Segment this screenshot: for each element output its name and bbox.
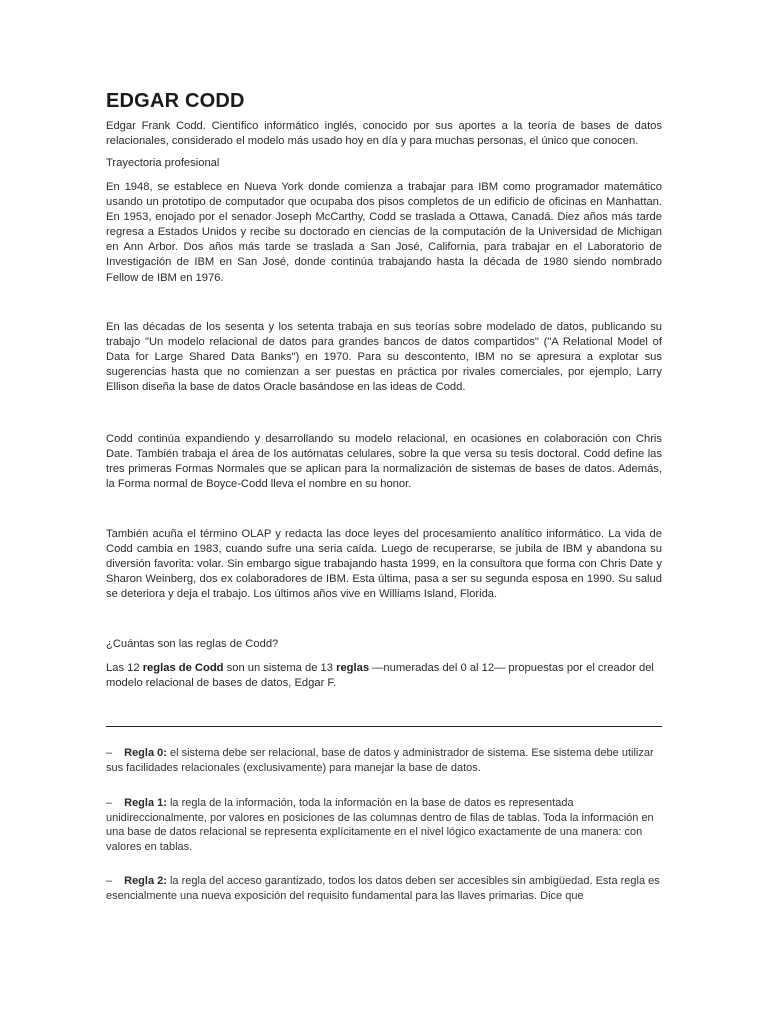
question-heading: ¿Cuántas son las reglas de Codd?: [106, 638, 279, 650]
intro-paragraph: Edgar Frank Codd. Científico informático inglés, conocido por sus aportes a la teoría de bases de datos relacionales, considerado el modelo más usado hoy en día y para muchas personas, el único que conocen.: [106, 120, 662, 148]
answer-mid: son un sistema de 13: [223, 662, 337, 674]
rule-item-0: [106, 746, 662, 775]
page-title: EDGAR CODD: [106, 90, 245, 112]
career-paragraph-2: En las décadas de los sesenta y los setenta trabaja en sus teorías sobre modelado de datos, publicando su trabajo "Un modelo relacional de datos para grandes bancos de datos compartidos" ("A Relational Model of Data for Large Shared Data Banks") en 1970. Para su descontento, IBM no se apresura a explotar sus sugerencias hasta que no comienzan a ser puestas en práctica por rivales comerciales, por ejemplo, Larry Ellison diseña la base de datos Oracle basándose en las ideas de Codd.: [106, 321, 662, 394]
rule-dash: –: [106, 747, 113, 759]
career-paragraph-4: También acuña el término OLAP y redacta las doce leyes del procesamiento analítico informático. La vida de Codd cambia en 1983, cuando sufre una seria caída. Luego de recuperarse, se jubila de IBM y abandona su diversión favorita: volar. Sin embargo sigue trabajando hasta 1999, en la consultora que forma con Chris Date y Sharon Weinberg, dos ex colaboradores de IBM. Esta última, pasa a ser su segunda esposa en 1990. Su salud se deteriora y deja el trabajo. Los últimos años vive en Williams Island, Florida.: [106, 528, 662, 601]
answer-bold-reglas-de-codd: reglas de Codd: [142, 662, 224, 674]
answer-paragraph: [106, 661, 662, 691]
rule-text: la regla de la información, toda la información en la base de datos es representada unidireccionalmente, por valores en posiciones de las columnas dentro de filas de tablas. Toda la información en una base de datos relacional se representa explícitamente en el nivel lógico exactamente de una manera: con valores en tablas.: [106, 797, 654, 853]
rule-dash: –: [106, 797, 113, 809]
rule-item-1: [106, 796, 662, 854]
answer-bold-reglas: reglas: [336, 662, 370, 674]
horizontal-divider: [106, 726, 662, 727]
answer-post: —numeradas del 0 al 12— propuestas por el creador del modelo relacional de bases de datos, Edgar F.: [106, 662, 654, 690]
rule-text: la regla del acceso garantizado, todos los datos deben ser accesibles sin ambigüedad. Esta regla es esencialmente una nueva exposición del requisito fundamental para las llaves primarias. Dice que: [106, 875, 660, 902]
rule-label: Regla 0:: [124, 747, 167, 759]
rule-label: Regla 1:: [124, 797, 167, 809]
career-paragraph-3: Codd continúa expandiendo y desarrollando su modelo relacional, en ocasiones en colaboración con Chris Date. También trabaja el área de los autómatas celulares, sobre la que versa su tesis doctoral. Codd define las tres primeras Formas Normales que se aplican para la normalización de sistemas de bases de datos. Además, la Forma normal de Boyce-Codd lleva el nombre en su honor.: [106, 433, 662, 491]
answer-pre: Las 12: [106, 662, 143, 674]
rule-label: Regla 2:: [124, 875, 167, 887]
rule-text: el sistema debe ser relacional, base de datos y administrador de sistema. Ese sistema debe utilizar sus facilidades relacionales (exclusivamente) para manejar la base de datos.: [106, 747, 654, 774]
section-heading: Trayectoria profesional: [106, 157, 220, 169]
rule-dash: –: [106, 875, 113, 887]
career-paragraph-1: En 1948, se establece en Nueva York donde comienza a trabajar para IBM como programador matemático usando un prototipo de computador que ocupaba dos pisos completos de un edificio de oficinas en Manhattan. En 1953, enojado por el senador Joseph McCarthy, Codd se traslada a Ottawa, Canadá. Diez años más tarde regresa a Estados Unidos y recibe su doctorado en ciencias de la computación de la Universidad de Michigan en Ann Arbor. Dos años más tarde se traslada a San José, California, para trabajar en el Laboratorio de Investigación de IBM en San José, donde continúa trabajando hasta la década de 1980 siendo nombrado Fellow de IBM en 1976.: [106, 181, 662, 284]
rule-item-2: [106, 874, 662, 903]
